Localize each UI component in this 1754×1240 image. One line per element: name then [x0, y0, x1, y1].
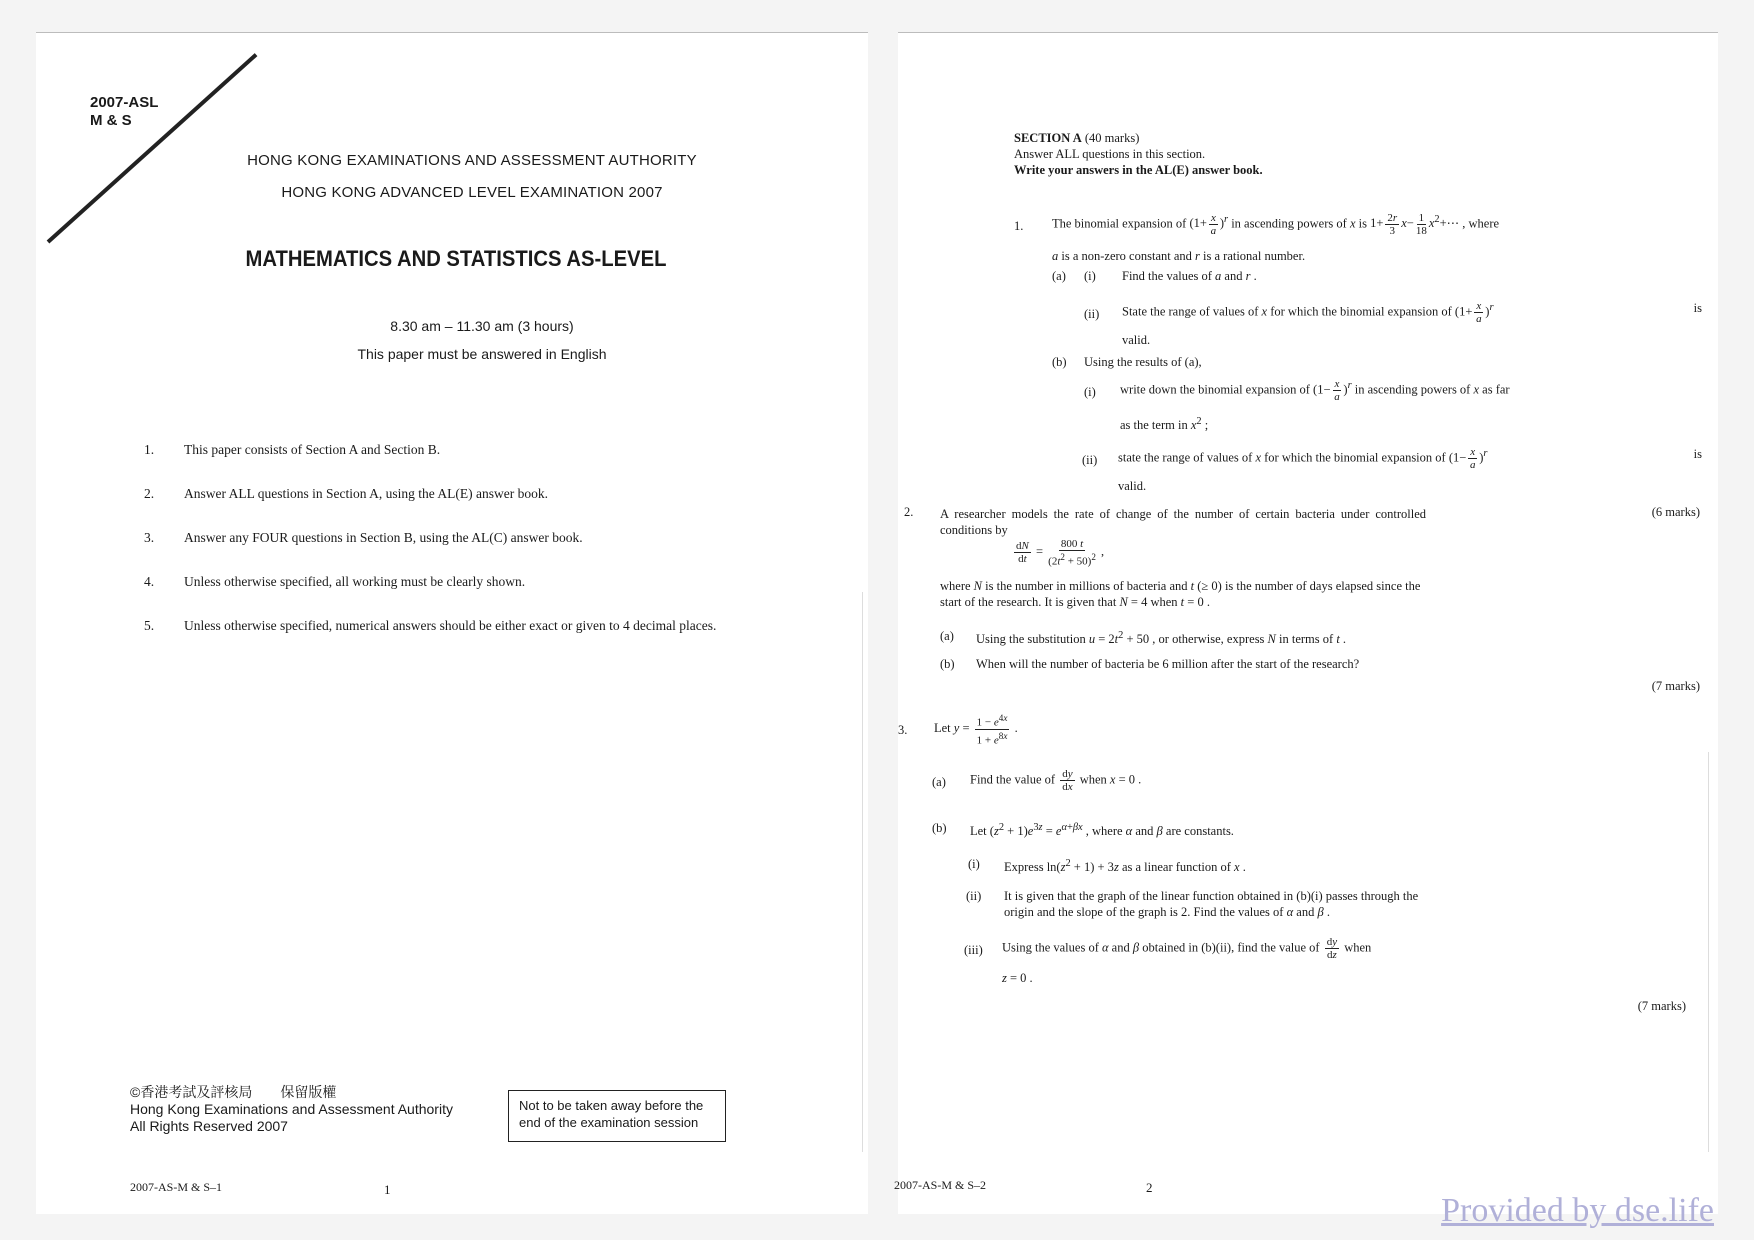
rule-number: 1. — [144, 442, 155, 457]
question-number: 1. — [1014, 219, 1024, 233]
rule-text: This paper consists of Section A and Section B. — [184, 442, 441, 457]
language-note: This paper must be answered in English — [357, 346, 607, 362]
part-label: (a) — [932, 775, 946, 789]
text-fragment: in terms of — [1279, 632, 1334, 647]
text-fragment: is — [1693, 447, 1702, 461]
subpart-label: (ii) — [966, 889, 982, 903]
q2-differential-equation: $\frac{dN}{dt}$ = $\frac{800 t}{(2t^2 + 50)^2}$ , — [1016, 538, 1105, 568]
q3-a: Find the value of $\frac{dy}{dx}$ when x = 0 . — [970, 768, 1142, 793]
text-fragment: is — [1358, 216, 1367, 231]
rule-number: 5. — [144, 618, 155, 633]
q1-a-i: Find the values of a and r . — [1122, 269, 1257, 283]
text-fragment: State the range of values of — [1122, 304, 1259, 319]
subpart-label: (i) — [1084, 385, 1096, 399]
q3-definition: Let y = $\frac{1 - e^{4x}}{1 + e^{8x}}$ . — [934, 713, 1018, 747]
question-2 — [904, 504, 1704, 704]
cover-page — [36, 32, 868, 1214]
paper-code-line2: M & S — [90, 112, 132, 129]
rule-text: Answer any FOUR questions in Section B, using the AL(C) answer book. — [184, 530, 583, 545]
subpart-label: (i) — [1084, 269, 1096, 283]
section-a-page — [894, 32, 1718, 1214]
section-instruction-bold: Write your answers in the AL(E) answer book. — [1014, 163, 1263, 177]
question-3 — [898, 708, 1698, 1038]
subpart-label: (i) — [968, 857, 980, 871]
copyright-block — [130, 1084, 453, 1135]
text-fragment: for which the binomial expansion of — [1270, 304, 1452, 319]
q1-a-ii-valid: valid. — [1122, 333, 1151, 347]
text-fragment: obtained in (b)(ii), find the value of — [1142, 940, 1320, 955]
page-top-rule — [898, 32, 1718, 33]
text-fragment: Let — [934, 721, 951, 736]
part-label: (b) — [1052, 355, 1067, 369]
text-fragment: The binomial expansion of — [1052, 216, 1187, 231]
watermark-link[interactable]: Provided by dse.life — [1441, 1192, 1714, 1229]
text-fragment: as the term in — [1120, 418, 1188, 433]
text-fragment: is a non-zero constant and — [1061, 249, 1192, 263]
rule-item — [144, 530, 744, 574]
exam-time: 8.30 am – 11.30 am (3 hours) — [390, 318, 574, 334]
q2-where: where N is the number in millions of bacteria and t (≥ 0) is the number of days elapsed since the start of the research. It is given that N = 4 when t = 0 . — [940, 579, 1421, 609]
paper-code — [90, 94, 158, 130]
rule-number: 3. — [144, 530, 155, 545]
text-fragment: is the number of days elapsed since the start of the research. It is given that — [940, 579, 1421, 609]
page-number: 1 — [384, 1182, 391, 1197]
text-fragment: Using the values of — [1002, 940, 1099, 955]
text-fragment: is — [1693, 301, 1702, 315]
q3-b-ii: It is given that the graph of the linear function obtained in (b)(i) passes through the origin and the slope of the graph is 2. Find the values of α and β . — [1004, 889, 1419, 919]
page-number: 2 — [1146, 1180, 1153, 1195]
text-fragment: Using the substitution — [976, 632, 1086, 647]
q3-b-iii-cond: z = 0 . — [1002, 971, 1033, 985]
rule-text: Unless otherwise specified, numerical answers should be either exact or given to 4 decimal places. — [184, 618, 717, 633]
text-fragment: for which the binomial expansion of — [1264, 450, 1446, 465]
text-fragment: is a rational number. — [1203, 249, 1306, 263]
copyright-authority: Hong Kong Examinations and Assessment Authority — [130, 1101, 453, 1117]
text-fragment: as far — [1482, 382, 1510, 397]
scan-edge — [1708, 752, 1709, 1152]
text-fragment: , where — [1462, 216, 1500, 231]
section-instruction: Answer ALL questions in this section. — [1014, 147, 1206, 161]
text-fragment: is the number in millions of bacteria and — [985, 579, 1188, 593]
rule-number: 2. — [144, 486, 155, 501]
q1-b-ii: state the range of values of x for which the binomial expansion of (1− $\frac{x}{a}$ )$^r$ is — [1118, 446, 1702, 471]
copyright-chinese: ©香港考試及評核局 保留版權 — [130, 1084, 337, 1100]
part-label: (a) — [1052, 269, 1066, 283]
text-fragment: and — [1135, 824, 1154, 839]
footer-code: 2007-AS-M & S–2 — [894, 1178, 987, 1192]
q3-b: Let $(z^2 + 1)e^{3z} = e^{\alpha+\beta x}$ , where α and β are constants. — [970, 822, 1234, 839]
section-header — [1014, 130, 1263, 178]
text-fragment: It is given that the graph of the linear function obtained in (b)(i) passes through the origin and the slope of the graph is 2. Find the values of — [1004, 889, 1419, 919]
text-fragment: in ascending powers of — [1231, 216, 1347, 231]
authority-heading: HONG KONG EXAMINATIONS AND ASSESSMENT AUTHORITY — [247, 152, 697, 169]
question-marks: (7 marks) — [1651, 679, 1700, 693]
subpart-label: (iii) — [964, 943, 983, 957]
rule-text: Unless otherwise specified, all working must be clearly shown. — [184, 574, 526, 589]
text-fragment: state the range of values of — [1118, 450, 1253, 465]
rule-item — [144, 486, 744, 530]
exam-heading: HONG KONG ADVANCED LEVEL EXAMINATION 2007 — [281, 184, 663, 201]
subpart-label: (ii) — [1084, 307, 1100, 321]
page-top-rule — [36, 32, 868, 33]
part-label: (b) — [940, 657, 955, 671]
section-title: SECTION A — [1014, 131, 1082, 145]
text-fragment: where — [940, 579, 971, 593]
part-label: (a) — [940, 629, 954, 643]
rule-text: Answer ALL questions in Section A, using the AL(E) answer book. — [184, 486, 548, 501]
rule-list — [144, 442, 744, 662]
rule-number: 4. — [144, 574, 155, 589]
q2-b: When will the number of bacteria be 6 million after the start of the research? — [976, 657, 1360, 671]
copyright-rights: All Rights Reserved 2007 — [130, 1118, 288, 1134]
rule-item — [144, 574, 744, 618]
q1-b-i-term: as the term in $x^2$ ; — [1120, 416, 1209, 433]
rule-item — [144, 442, 744, 486]
notice-box: Not to be taken away before the end of the examination session — [508, 1090, 726, 1142]
q1-a-ii: State the range of values of x for which the binomial expansion of (1+ $\frac{x}{a}$ )$^r$ is — [1122, 300, 1702, 325]
text-fragment: , where — [1085, 824, 1123, 839]
section-marks: (40 marks) — [1084, 131, 1140, 145]
question-marks: (7 marks) — [1637, 999, 1686, 1013]
expansion-expression: 1+ $\frac{2r}{3}$ x− $\frac{1}{18}$ $x^2+\cdots$ — [1370, 212, 1460, 237]
text-fragment: Let — [970, 824, 987, 839]
text-fragment: when — [1344, 940, 1372, 955]
paper-code-line1: 2007-ASL — [90, 94, 159, 111]
text-fragment: Find the value of — [970, 772, 1056, 787]
text-fragment: in ascending powers of — [1354, 382, 1471, 397]
text-fragment: Find the values of — [1122, 269, 1212, 283]
text-fragment: are constants. — [1165, 824, 1234, 839]
q1-b-i: write down the binomial expansion of (1− $\frac{x}{a}$ )$^r$ in ascending powers of x as far — [1120, 378, 1510, 403]
question-marks: (6 marks) — [1651, 505, 1700, 519]
question-1-stem: The binomial expansion of (1+ $\frac{x}{a}$ )$^r$ in ascending powers of x is 1+ $\frac{2r}{3}$ x− $\frac{1}{18}$ $x^2+\cdots$ , where — [1052, 212, 1500, 237]
footer-code: 2007-AS-M & S–1 — [130, 1180, 223, 1194]
text-fragment: as a linear function of — [1121, 860, 1231, 875]
q2-a: Using the substitution $u = 2t^2 + 50$ , or otherwise, express N in terms of t . — [976, 630, 1347, 647]
binomial-expression: (1+ $\frac{x}{a}$ )$^r$ — [1189, 212, 1229, 237]
text-fragment: write down the binomial expansion of — [1120, 382, 1310, 397]
question-number: 2. — [904, 505, 914, 519]
paper-title: MATHEMATICS AND STATISTICS AS-LEVEL — [245, 246, 667, 271]
scan-edge — [862, 592, 863, 1152]
text-fragment: , or otherwise, express — [1152, 632, 1265, 647]
q2-intro: A researcher models the rate of change of the number of certain bacteria under controlled conditions by — [940, 507, 1426, 537]
subpart-label: (ii) — [1082, 453, 1098, 467]
q1-b-ii-valid: valid. — [1118, 479, 1147, 493]
diagonal-stripe — [47, 53, 258, 243]
q1-b-intro: Using the results of (a), — [1084, 355, 1202, 369]
rule-item — [144, 618, 744, 662]
q3-b-iii: Using the values of α and β obtained in (b)(ii), find the value of $\frac{dy}{dz}$ when — [1002, 936, 1372, 961]
text-fragment: when — [1079, 772, 1107, 787]
q3-b-i: Express $\ln(z^2 + 1) + 3z$ as a linear function of x . — [1004, 858, 1246, 875]
question-1-line2: a is a non-zero constant and r is a rational number. — [1052, 249, 1306, 263]
text-fragment: Express — [1004, 860, 1044, 875]
question-number: 3. — [898, 723, 908, 737]
part-label: (b) — [932, 821, 947, 835]
